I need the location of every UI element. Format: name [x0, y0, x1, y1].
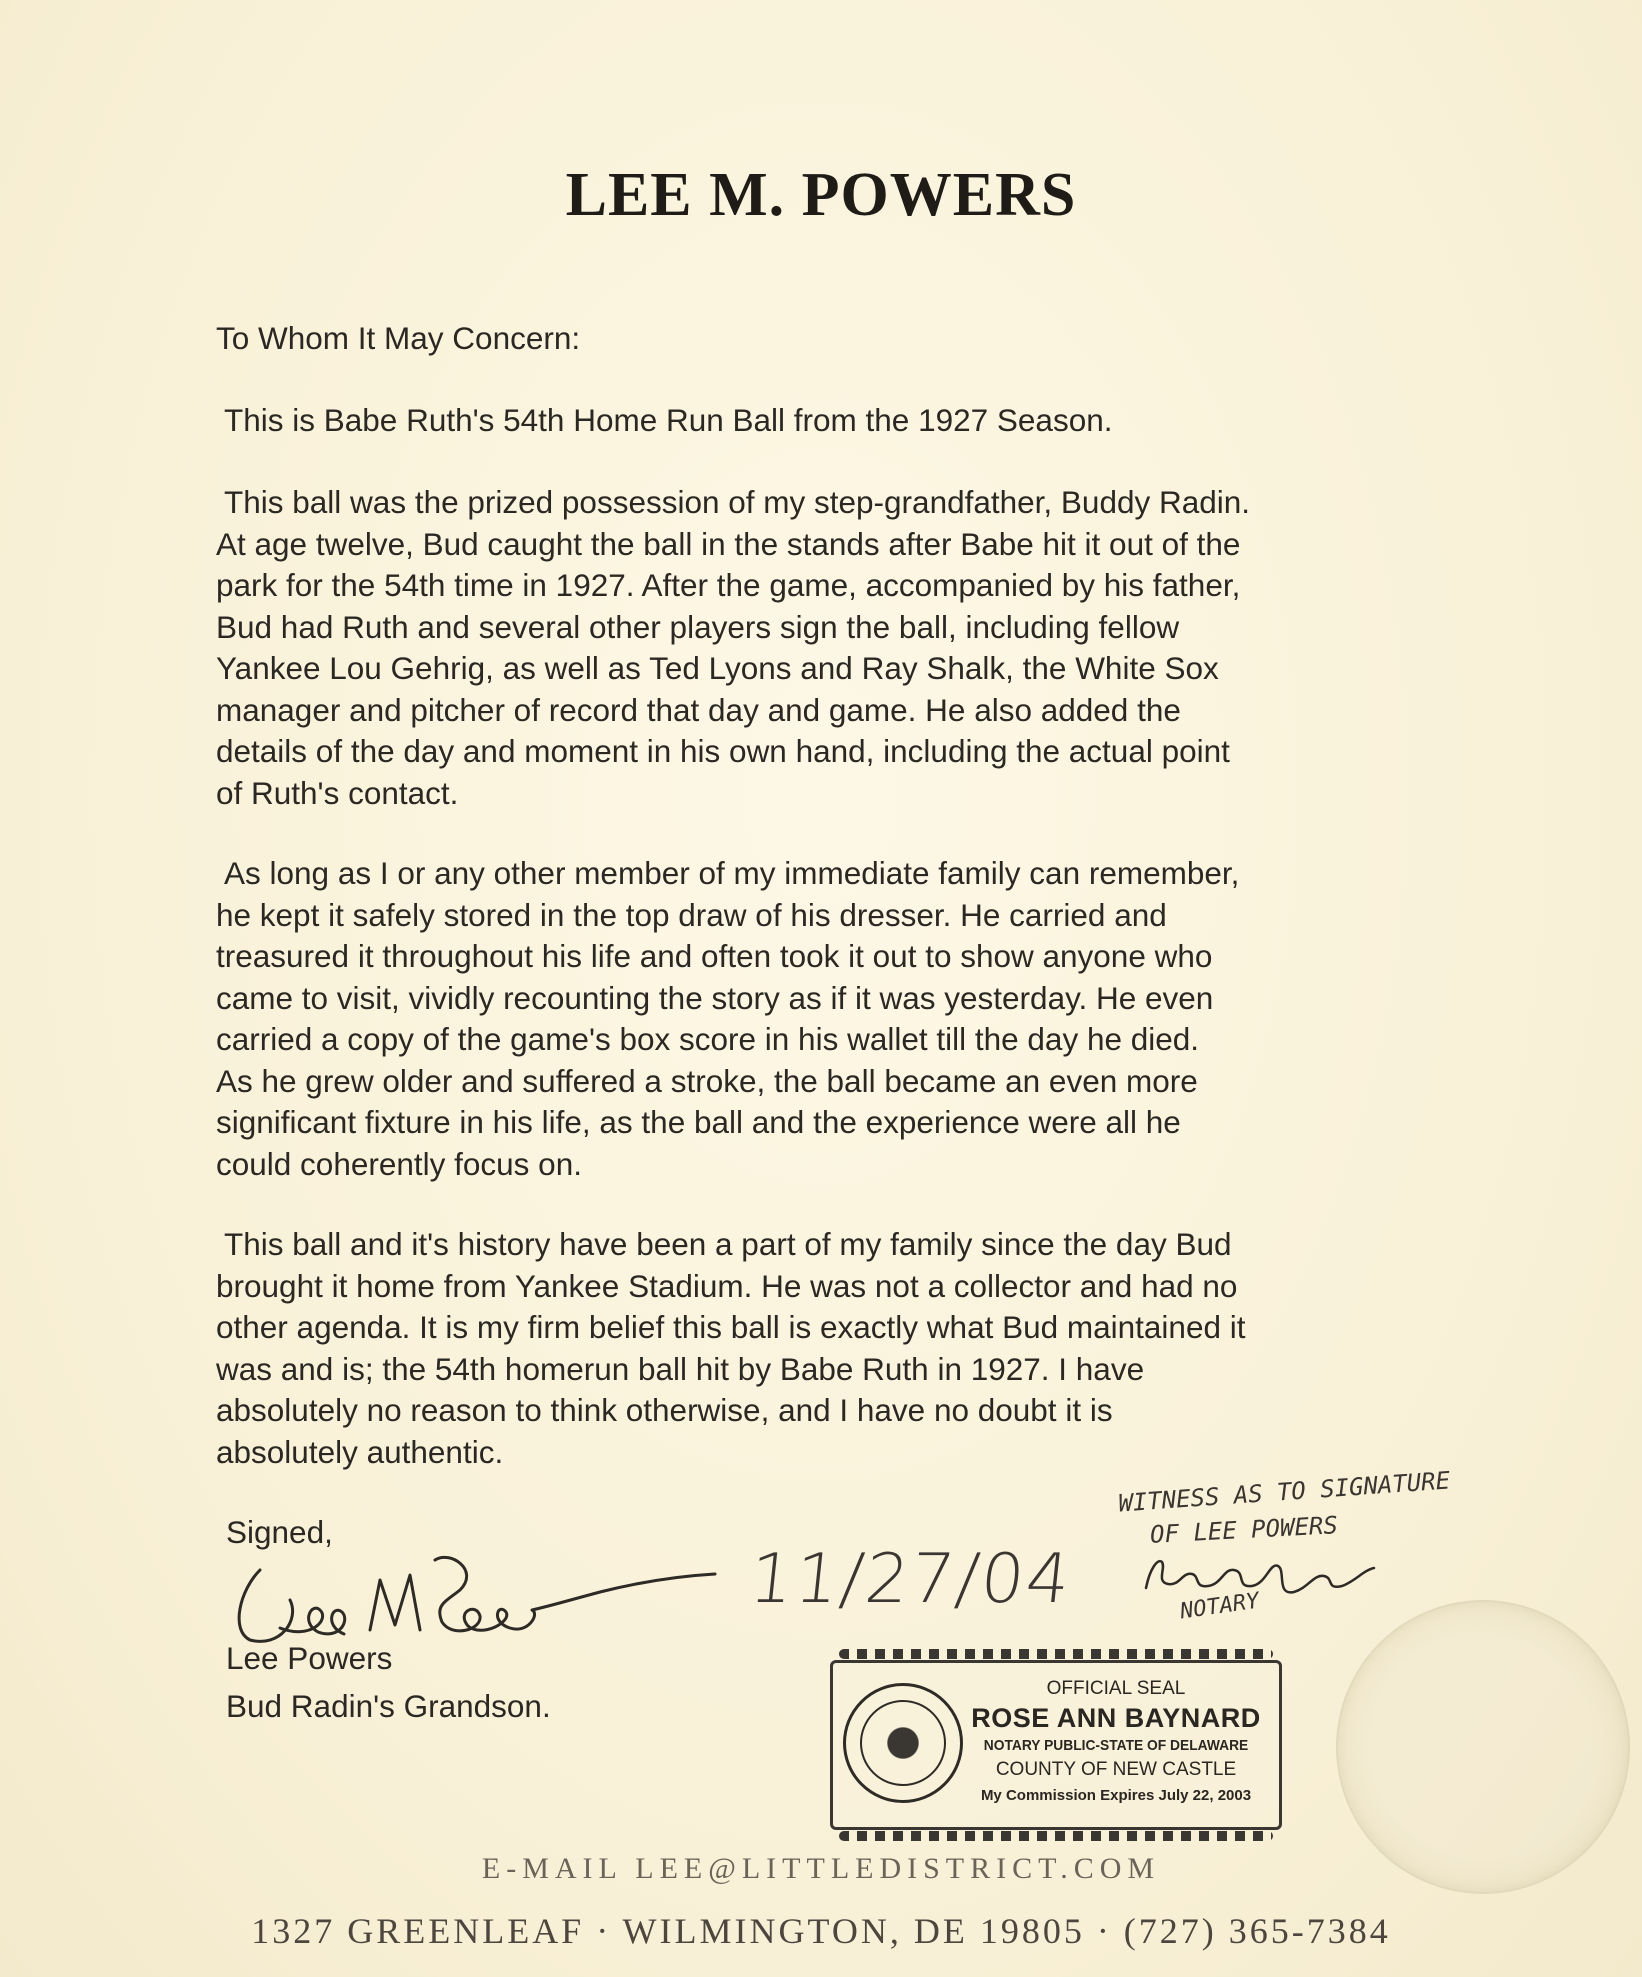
paragraph-line: park for the 54th time in 1927. After the game, accompanied by his father, — [216, 567, 1241, 603]
stamp-border-top — [839, 1649, 1273, 1659]
paragraph-2 — [216, 482, 1456, 814]
stamp-line-1: OFFICIAL SEAL — [1046, 1678, 1186, 1699]
notary-handwritten-label: NOTARY — [1178, 1588, 1261, 1625]
paragraph-line: manager and pitcher of record that day and game. He also added the — [216, 691, 1181, 728]
state-seal-emblem-icon — [843, 1683, 963, 1803]
embossed-seal — [1336, 1600, 1630, 1894]
paragraph-line: he kept it safely stored in the top draw of his dresser. He carried and — [216, 896, 1167, 933]
paragraph-line: could coherently focus on. — [216, 1145, 582, 1182]
signed-label: Signed, — [226, 1514, 333, 1550]
stamp-text — [965, 1677, 1267, 1809]
paragraph-line: came to visit, vividly recounting the story as if it was yesterday. He even — [216, 979, 1214, 1016]
official-notary-stamp — [830, 1660, 1282, 1830]
signer-name: Lee Powers — [226, 1640, 393, 1676]
footer-address: 1327 GREENLEAF · WILMINGTON, DE 19805 · (727) 365-7384 — [251, 1911, 1391, 1951]
paragraph-line: carried a copy of the game's box score in his wallet till the day he died. — [216, 1021, 1200, 1057]
stamp-line-2: ROSE ANN BAYNARD — [971, 1703, 1261, 1733]
paragraph-3 — [216, 853, 1456, 1185]
paragraph-line: of Ruth's contact. — [216, 774, 459, 811]
handwritten-date: 11/27/04 — [745, 1540, 1076, 1619]
paragraph-line: other agenda. It is my firm belief this ball is exactly what Bud maintained it — [216, 1309, 1246, 1345]
paragraph-line: significant fixture in his life, as the ball and the experience were all he — [216, 1104, 1181, 1140]
stamp-line-5: My Commission Expires July 22, 2003 — [980, 1787, 1252, 1804]
letterhead-name: LEE M. POWERS — [565, 161, 1077, 229]
paragraph-line: absolutely authentic. — [216, 1433, 504, 1470]
paragraph-line: This ball was the prized possession of my step-grandfather, Buddy Radin. — [224, 484, 1251, 520]
paragraph-line: Bud had Ruth and several other players sign the ball, including fellow — [216, 608, 1180, 645]
paragraph-line: At age twelve, Bud caught the ball in the stands after Babe hit it out of the — [216, 525, 1241, 562]
footer-email: E-MAIL LEE@LITTLEDISTRICT.COM — [481, 1852, 1161, 1885]
paragraph-4 — [216, 1224, 1456, 1473]
paragraph-line: details of the day and moment in his own hand, including the actual point — [216, 733, 1230, 769]
witness-note-line-1: WITNESS AS TO SIGNATURE — [1117, 1466, 1451, 1518]
paragraph-line: This ball and it's history have been a part of my family since the day Bud — [224, 1226, 1232, 1262]
paragraph-1: This is Babe Ruth's 54th Home Run Ball from the 1927 Season. — [224, 402, 1113, 438]
stamp-line-3: NOTARY PUBLIC-STATE OF DELAWARE — [983, 1737, 1249, 1754]
paragraph-line: was and is; the 54th homerun ball hit by Babe Ruth in 1927. I have — [216, 1350, 1145, 1387]
salutation: To Whom It May Concern: — [216, 320, 581, 356]
stamp-border-bottom — [839, 1831, 1273, 1841]
signer-relation: Bud Radin's Grandson. — [226, 1688, 551, 1724]
paragraph-line: As he grew older and suffered a stroke, the ball became an even more — [216, 1062, 1198, 1099]
stamp-line-4: COUNTY OF NEW CASTLE — [995, 1759, 1237, 1780]
paragraph-line: brought it home from Yankee Stadium. He was not a collector and had no — [216, 1267, 1238, 1304]
paragraph-line: treasured it throughout his life and often took it out to show anyone who — [216, 938, 1213, 974]
paragraph-line: absolutely no reason to think otherwise, and I have no doubt it is — [216, 1392, 1113, 1428]
paragraph-line: Yankee Lou Gehrig, as well as Ted Lyons and Ray Shalk, the White Sox — [216, 650, 1219, 686]
witness-note-line-2: OF LEE POWERS — [1149, 1511, 1339, 1549]
paragraph-line: As long as I or any other member of my immediate family can remember, — [224, 855, 1240, 891]
